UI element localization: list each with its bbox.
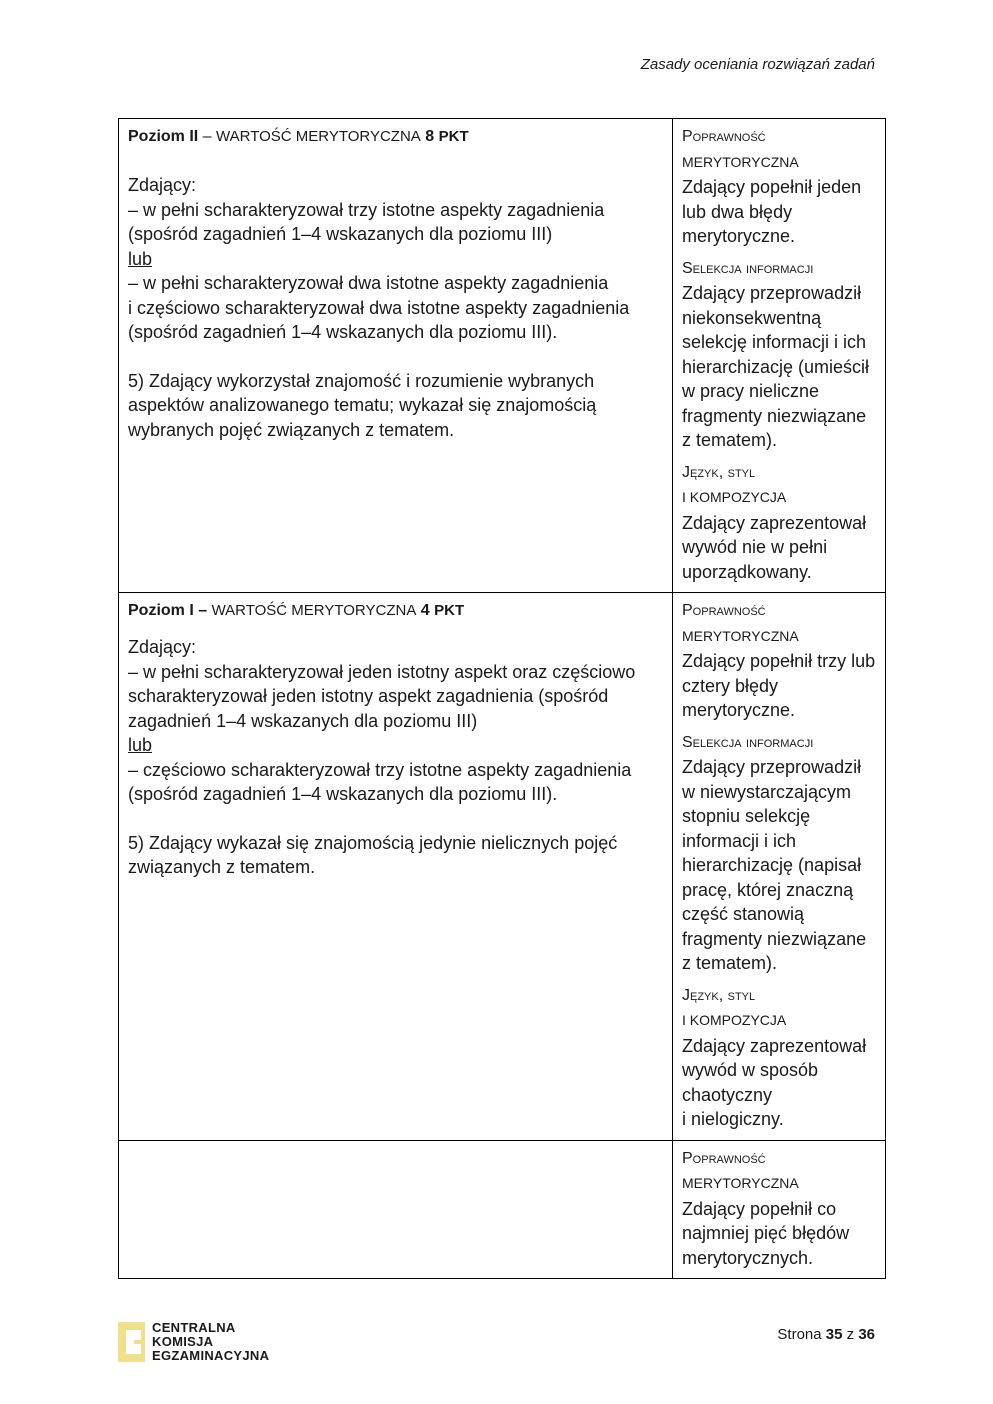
criterion-heading-line: Poprawność: [682, 602, 766, 619]
criterion-heading: [682, 125, 876, 175]
cke-logo-text: [152, 1321, 269, 1363]
intro-text: Zdający:: [128, 175, 197, 195]
or-connector: lub: [128, 248, 153, 269]
criterion-text: Zdający zaprezentował wywód nie w pełni uporządkowany.: [682, 512, 867, 582]
criterion-heading: [682, 984, 876, 1034]
condition-line: (spośród zagadnień 1–4 wskazanych dla poziomu III).: [128, 322, 558, 342]
page-number: [777, 1326, 875, 1343]
condition-line: – w pełni scharakteryzował dwa istotne aspekty zagadnienia: [128, 273, 609, 293]
criterion-heading: [682, 599, 876, 649]
criterion-heading: [682, 731, 876, 756]
criterion-heading-line: Język, styl: [682, 463, 756, 481]
criterion-heading-line: Selekcja informacji: [682, 733, 814, 751]
criterion-heading-line: MERYTORYCZNA: [682, 1175, 799, 1191]
or-connector: lub: [128, 735, 153, 755]
criterion-heading-line: Poprawność: [682, 128, 766, 145]
condition-line: – w pełni scharakteryzował trzy istotne aspekty zagadnienia: [128, 199, 605, 220]
level-description-cell: [119, 593, 673, 1141]
page-prefix: Strona: [777, 1326, 822, 1343]
criterion-text: Zdający popełnił co najmniej pięć błędów merytorycznych.: [682, 1198, 850, 1268]
criterion-heading-line: I KOMPOZYCJA: [682, 1012, 787, 1028]
level-description-cell: [119, 119, 673, 593]
criteria-cell: [673, 1140, 886, 1279]
condition-line: (spośród zagadnień 1–4 wskazanych dla poziomu III): [128, 224, 553, 244]
logo-line: KOMISJA: [152, 1334, 214, 1349]
criterion-text: Zdający przeprowadził niekonsekwentną selekcję informacji i ich hierarchizację (umieścił w pracy nieliczne fragmenty niezwiązane z tematem).: [682, 283, 870, 450]
criteria-cell: [673, 593, 886, 1141]
criterion-heading-line: I KOMPOZYCJA: [682, 489, 787, 505]
points-value: 4: [420, 602, 430, 619]
criterion-block: [682, 125, 876, 249]
level-description-cell: [119, 1140, 673, 1279]
level-heading: [128, 599, 663, 623]
level-name: Poziom I –: [128, 602, 208, 619]
criterion-block: [682, 257, 876, 453]
criterion-heading-line: Język, styl: [682, 986, 756, 1004]
criterion-text: Zdający popełnił jeden lub dwa błędy merytoryczne.: [682, 177, 862, 246]
intro-text: Zdający:: [128, 637, 197, 657]
criteria-cell: [673, 119, 886, 593]
page-current: 35: [825, 1326, 843, 1343]
points-unit: PKT: [434, 602, 465, 619]
criterion-heading-line: Selekcja informacji: [682, 259, 814, 277]
criterion-block: [682, 984, 876, 1132]
condition-line: i częściowo scharakteryzował dwa istotne aspekty zagadnienia: [128, 297, 630, 318]
table-row: [119, 593, 886, 1141]
criterion-text: Zdający przeprowadził w niewystarczającym stopniu selekcję informacji i ich hierarchizację (napisał pracę, której znaczną część stanowią fragmenty niezwiązane z tematem).: [682, 757, 867, 973]
scoring-table: [118, 118, 886, 1279]
criterion-block: [682, 599, 876, 723]
value-label: WARTOŚĆ MERYTORYCZNA: [216, 128, 421, 145]
level-separator: –: [198, 128, 217, 145]
page-header-title: Zasady oceniania rozwiązań zadań: [640, 56, 875, 73]
criterion-block: [682, 1147, 876, 1271]
criterion-block: [682, 731, 876, 976]
page-total: 36: [858, 1326, 875, 1343]
criterion-text: Zdający zaprezentował wywód w sposób chaotyczny: [682, 1035, 867, 1105]
cke-logo-mark: [118, 1322, 145, 1362]
level-name: Poziom II: [128, 128, 199, 145]
value-label: WARTOŚĆ MERYTORYCZNA: [211, 602, 417, 619]
criterion-text: Zdający popełnił trzy lub cztery błędy merytoryczne.: [682, 651, 876, 720]
criterion-heading-line: MERYTORYCZNA: [682, 153, 799, 170]
page-separator: z: [846, 1326, 855, 1343]
logo-line: CENTRALNA: [152, 1320, 236, 1335]
criterion-block: [682, 461, 876, 585]
logo-line: EGZAMINACYJNA: [152, 1348, 270, 1363]
criterion-heading: [682, 257, 876, 282]
table-row: [119, 119, 886, 593]
level-heading: [128, 125, 663, 149]
condition-line: – częściowo scharakteryzował trzy istotne aspekty zagadnienia (spośród zagadnień 1–4 wskazanych dla poziomu III).: [128, 759, 632, 804]
knowledge-note: 5) Zdający wykorzystał znajomość i rozumienie wybranych aspektów analizowanego tematu; wykazał się znajomością wybranych pojęć związanych z tematem.: [128, 370, 597, 440]
criterion-heading: [682, 461, 876, 511]
criterion-heading-line: MERYTORYCZNA: [682, 627, 799, 644]
criterion-heading: [682, 1147, 876, 1197]
knowledge-note: 5) Zdający wykazał się znajomością jedynie nielicznych pojęć związanych z tematem.: [128, 832, 618, 877]
points-unit: PKT: [438, 128, 469, 145]
points-value: 8: [425, 128, 435, 145]
table-row: [119, 1140, 886, 1279]
cke-logo: [118, 1320, 269, 1364]
condition-line: – w pełni scharakteryzował jeden istotny aspekt oraz częściowo scharakteryzował jeden istotny aspekt zagadnienia (spośród zagadnień 1–4 wskazanych dla poziomu III): [128, 661, 636, 731]
criterion-text: i nielogiczny.: [682, 1109, 784, 1129]
criterion-heading-line: Poprawność: [682, 1149, 766, 1167]
